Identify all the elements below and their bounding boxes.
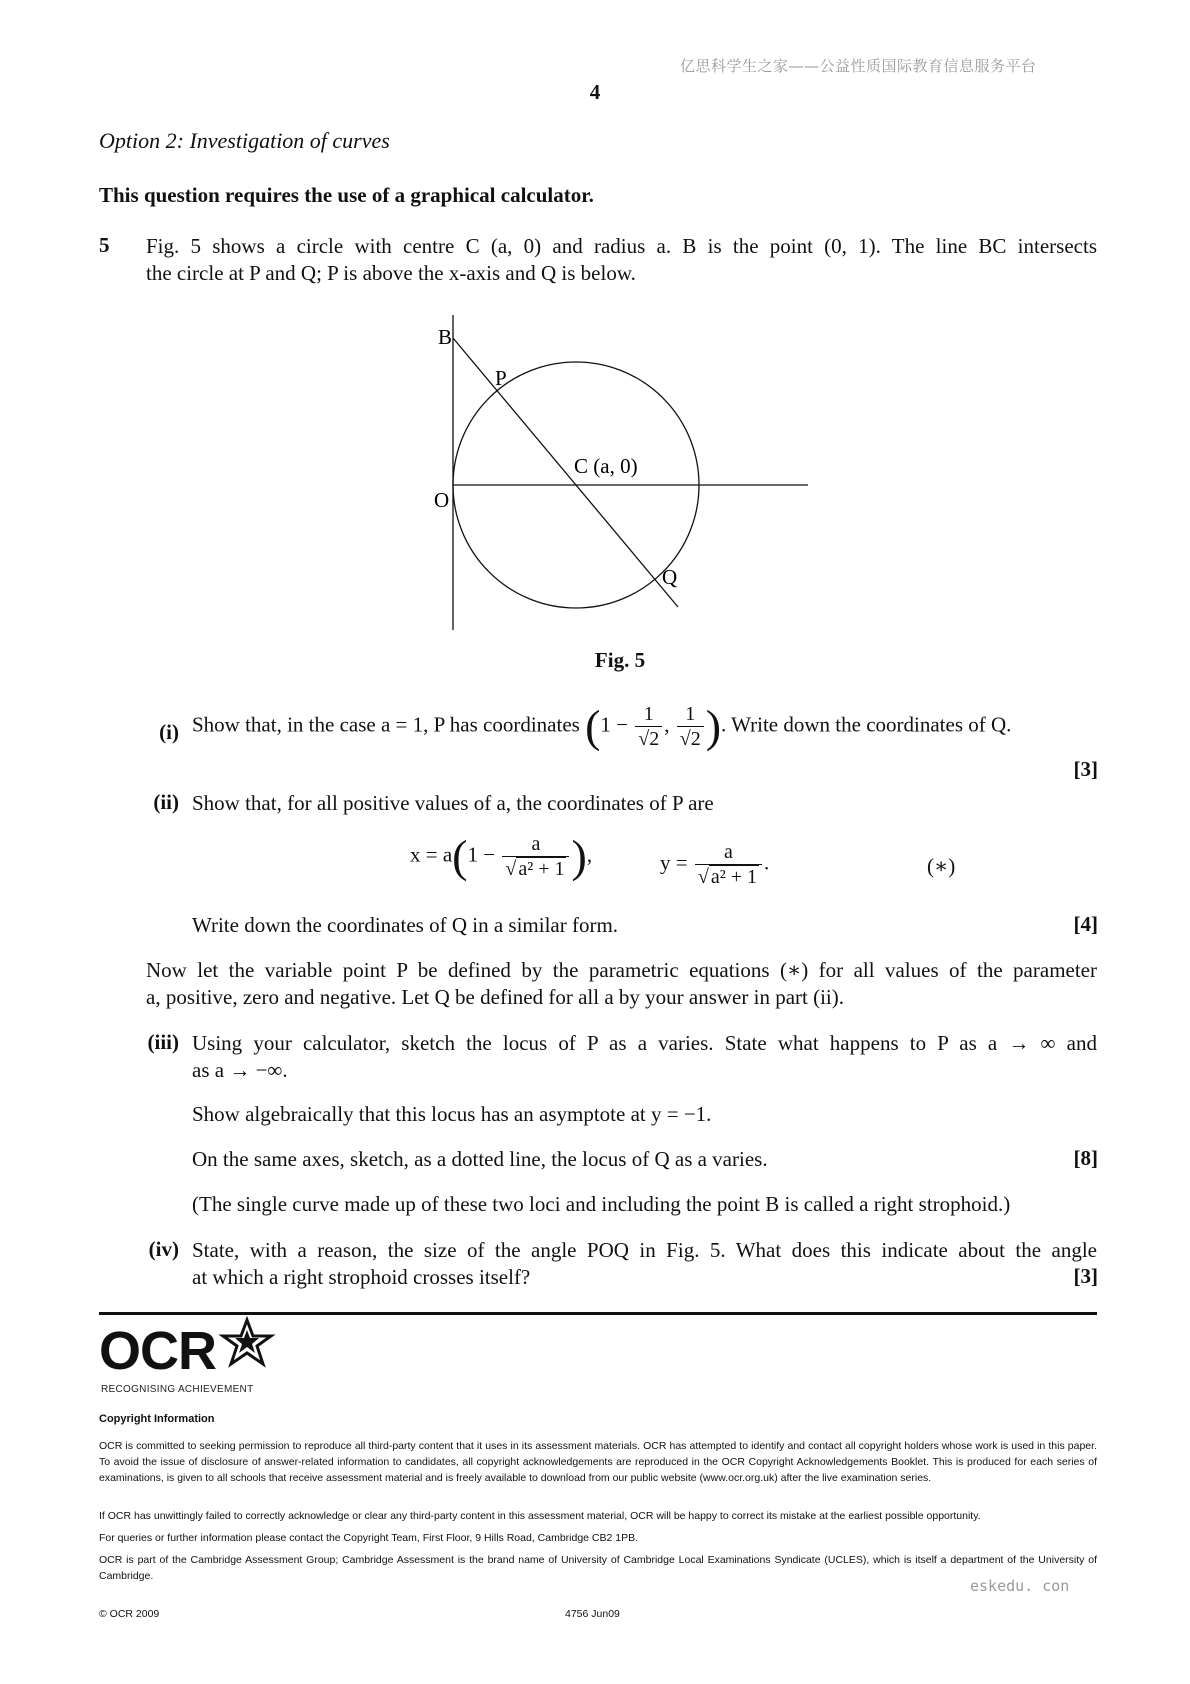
- part-ii-equation-x: x = a(1 − $\frac{a}{\text{√ a² + 1}}$ ),: [410, 830, 593, 882]
- part-i-frac-1: $\frac{1}{√2}$: [635, 702, 662, 751]
- copyright-paragraph-3: For queries or further information please contact the Copyright Team, First Floor, 9 Hills Road, Cambridge CB2 1PB.: [99, 1532, 639, 1544]
- label-p: P: [495, 366, 507, 390]
- eq-one-minus: 1 −: [467, 842, 496, 867]
- part-i-one-minus: 1 −: [600, 712, 628, 737]
- part-iv-label: (iv): [148, 1237, 179, 1261]
- part-i-frac-2: $\frac{1}{√2}$: [677, 702, 704, 751]
- part-ii-equation-y: y = $\frac{a}{\text{√ a² + 1}}$ .: [660, 841, 770, 888]
- ocr-logo: [99, 1322, 279, 1384]
- ocr-logo-subtitle: RECOGNISING ACHIEVEMENT: [101, 1384, 254, 1395]
- copyright-paragraph-4: OCR is part of the Cambridge Assessment Group; Cambridge Assessment is the brand name of University of Cambridge Local Examinations Syndicate (UCLES), which is itself a department of the University of Cambridge.: [99, 1554, 1097, 1582]
- eq-paren-left: (: [452, 830, 468, 882]
- part-i-text: Show that, in the case a = 1, P has coordinates (1 − $\frac{1}{√2}$ , $\frac{1}{√2}$ ). Write down the coordinates of Q.: [192, 700, 1012, 752]
- part-iii-label: (iii): [147, 1030, 179, 1054]
- part-i-text-before: Show that, in the case a = 1, P has coordinates: [192, 712, 580, 737]
- copyright-year: © OCR 2009: [99, 1608, 160, 1620]
- parametric-intro: [146, 957, 1097, 1011]
- paper-code: 4756 Jun09: [565, 1608, 620, 1620]
- copyright-heading: Copyright Information: [99, 1413, 215, 1425]
- eq-y-frac: $\frac{a}{\text{√ a² + 1}}$: [695, 840, 762, 889]
- label-c: C (a, 0): [574, 454, 638, 478]
- eq-x-prefix: x = a: [410, 842, 453, 867]
- ocr-logo-text: OCR: [99, 1321, 216, 1381]
- watermark-top: 亿思科学生之家——公益性质国际教育信息服务平台: [680, 57, 1037, 75]
- part-iii-line-1: Using your calculator, sketch the locus of P as a varies. State what happens to P as a → ∞ and: [192, 1031, 1097, 1055]
- watermark-bottom: eskedu. con: [970, 1577, 1070, 1595]
- label-b: B: [438, 325, 453, 349]
- part-ii-text: Show that, for all positive values of a, the coordinates of P are: [192, 791, 714, 815]
- footer-rule: [99, 1312, 1097, 1315]
- copyright-paragraph-2: If OCR has unwittingly failed to correctly acknowledge or clear any third-party content in this assessment material, OCR will be happy to correct its mistake at the earliest possible opportunity.: [99, 1510, 981, 1522]
- question-number: 5: [99, 233, 110, 257]
- part-iii-line-2: as a → −∞.: [192, 1058, 288, 1082]
- paren-right: ): [705, 700, 722, 752]
- part-iii-marks: [8]: [1073, 1146, 1098, 1170]
- equation-star-tag: (∗): [927, 854, 956, 878]
- paren-left: (: [585, 700, 601, 752]
- part-iii-text: [192, 1030, 1097, 1084]
- part-ii-follow: Write down the coordinates of Q in a similar form.: [192, 913, 619, 937]
- line-bc: [453, 338, 678, 607]
- part-i-marks: [3]: [1073, 757, 1098, 781]
- part-i-label: (i): [159, 720, 179, 744]
- intro-line-1: Fig. 5 shows a circle with centre C (a, 0) and radius a. B is the point (0, 1). The line BC intersects: [146, 234, 1097, 258]
- part-iii-locus-q: On the same axes, sketch, as a dotted line, the locus of Q as a varies.: [192, 1147, 768, 1171]
- part-iv-line-2: at which a right strophoid crosses itself?: [192, 1265, 531, 1289]
- now-line-2: a, positive, zero and negative. Let Q be defined for all a by your answer in part (ii).: [146, 985, 844, 1009]
- eq-y-prefix: y =: [660, 850, 688, 875]
- part-iv-line-1: State, with a reason, the size of the angle POQ in Fig. 5. What does this indicate about the angle: [192, 1238, 1097, 1262]
- label-q: Q: [662, 565, 678, 589]
- option-title: Option 2: Investigation of curves: [99, 128, 390, 153]
- page-number: 4: [589, 80, 601, 104]
- copyright-paragraph-1: OCR is committed to seeking permission to reproduce all third-party content that it uses in its assessment materials. OCR has attempted to identify and contact all copyright holders whose work is used in this paper. To avoid the issue of disclosure of answer-related information to candidates, all copyright acknowledgements are reproduced in the OCR Copyright Acknowledgements Booklet. This is produced for each series of examinations, is given to all schools that receive assessment material and is freely available to download from our public website (www.ocr.org.uk) after the live examination series.: [99, 1440, 1097, 1484]
- calculator-note: This question requires the use of a graphical calculator.: [99, 183, 594, 207]
- part-iii-strophoid-note: (The single curve made up of these two loci and including the point B is called a right strophoid.): [192, 1192, 1011, 1216]
- part-ii-marks: [4]: [1073, 912, 1098, 936]
- part-iv-text: [192, 1237, 1097, 1291]
- label-o: O: [434, 488, 450, 512]
- question-intro: [146, 233, 1097, 287]
- part-iii-asymptote: Show algebraically that this locus has an asymptote at y = −1.: [192, 1102, 712, 1126]
- part-ii-label: (ii): [153, 790, 179, 814]
- part-iv-marks: [3]: [1073, 1264, 1098, 1288]
- eq-x-frac: $\frac{a}{\text{√ a² + 1}}$: [502, 832, 569, 881]
- now-line-1: Now let the variable point P be defined by the parametric equations (∗) for all values of the parameter: [146, 958, 1097, 982]
- figure-caption: Fig. 5: [594, 648, 646, 672]
- intro-line-2: the circle at P and Q; P is above the x-axis and Q is below.: [146, 261, 636, 285]
- figure-5-diagram: [420, 310, 820, 640]
- eq-paren-right: ): [571, 830, 587, 882]
- star-icon: [217, 1316, 277, 1370]
- part-i-text-after: . Write down the coordinates of Q.: [721, 712, 1012, 737]
